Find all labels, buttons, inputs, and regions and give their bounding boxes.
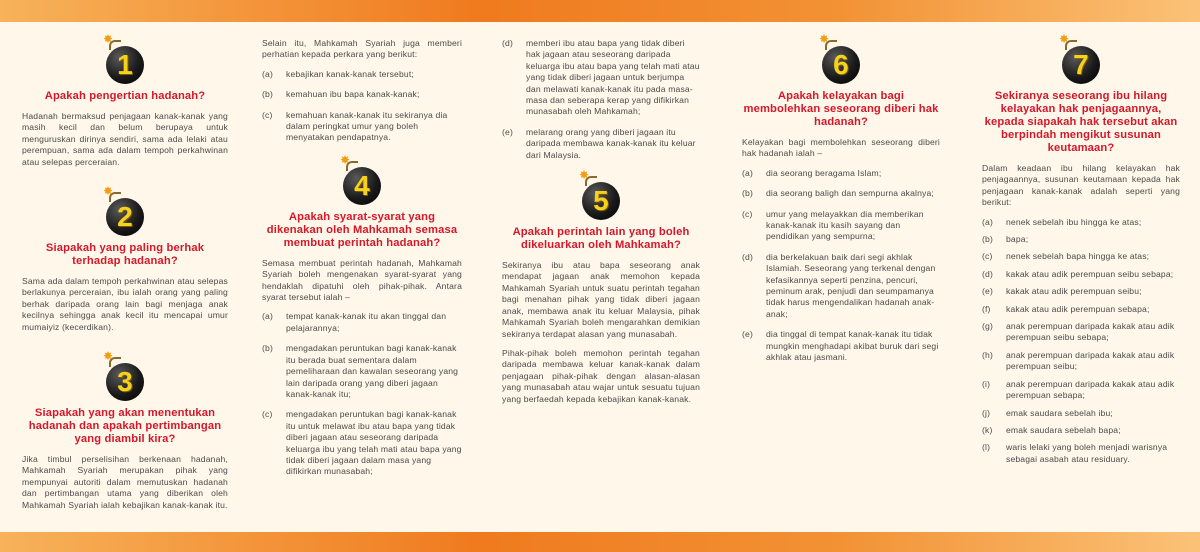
list-item: (e) kakak atau adik perempuan seibu; — [982, 286, 1142, 297]
bomb-icon: ✸ 5 — [579, 174, 623, 222]
section-intro: Selain itu, Mahkamah Syariah juga memberi perhatian kepada perkara yang berikut: — [262, 38, 462, 60]
column-2 — [262, 38, 462, 487]
question-heading: Apakah syarat-syarat yang dikenakan oleh Mahkamah semasa membuat perintah hadanah? — [266, 210, 458, 249]
section-number: 4 — [354, 170, 370, 202]
list-item: (e) melarang orang yang diberi jagaan itu daripada membawa kanak-kanak itu keluar dari Malaysia. — [502, 126, 696, 160]
bomb-icon: ✸ 3 — [103, 355, 147, 403]
section-body: Sekiranya ibu atau bapa seseorang anak mendapat jagaan anak memohon kepada Mahkamah Syariah untuk suatu perintah tegahan bagi menahan pihak yang tidak diberi jagaan anak, membawa anak itu keluar Malaysia, pihak Mahkamah Syariah boleh mengarahkan demikian sekiranya terdapat alasan yang munasabah. — [502, 260, 700, 339]
list-item: (f) kakak atau adik perempuan sebapa; — [982, 303, 1150, 314]
section-intro: Dalam keadaan ibu hilang kelayakan hak penjagaannya, susunan keutamaan kepada hak penjagaan kanak-kanak adalah seperti yang berikut: — [982, 163, 1180, 208]
bottom-orange-band — [0, 532, 1200, 552]
question-heading: Sekiranya seseorang ibu hilang kelayakan hak penjagaannya, kepada siapakah hak tersebut akan berpindah mengikut susunan keutamaan? — [984, 90, 1178, 154]
list-item: (c) kemahuan kanak-kanak itu sekiranya dia dalam peringkat umur yang boleh menyatakan pendapatnya. — [262, 109, 448, 143]
list-item: (b) mengadakan peruntukan bagi kanak-kanak itu berada buat sementara dalam pemeliharaan dan kawalan seseorang yang lain daripada orang yang diberi jagaan kanak-kanak itu; — [262, 343, 459, 399]
section-number: 1 — [117, 49, 133, 81]
list-item: (g) anak perempuan daripada kakak atau adik perempuan seibu sebapa; — [982, 321, 1175, 343]
list-item: (c) nenek sebelah bapa hingga ke atas; — [982, 251, 1150, 262]
section-body: Pihak-pihak boleh memohon perintah tegahan daripada membawa keluar kanak-kanak dalam penjagaan pihak-pihak dengan alasan-alasan yang munasabah atau wajar untuk sesuatu tujuan yang berfaedah kepada kebajikan kanak-kanak. — [502, 347, 700, 404]
section-number: 7 — [1073, 49, 1089, 81]
list-item: (j) emak saudara sebelah ibu; — [982, 407, 1113, 418]
bomb-icon: ✸ 1 — [103, 38, 147, 86]
bomb-icon: ✸ 7 — [1059, 38, 1103, 86]
list-item: (b) kemahuan ibu bapa kanak-kanak; — [262, 89, 420, 100]
section-intro: Kelayakan bagi membolehkan seseorang diberi hak hadanah ialah – — [742, 137, 940, 159]
top-orange-band — [0, 0, 1200, 22]
section-number: 2 — [117, 201, 133, 233]
section-number: 5 — [593, 185, 609, 217]
list-item: (d) dia berkelakuan baik dari segi akhlak Islamiah. Seseorang yang terkenal dengan kefasikannya seperti penzina, pencuri, peminum arak, penjudi dan seumpamanya tidak harus mengendalikan hadanah anak-anak; — [742, 251, 936, 319]
list-item: (b) bapa; — [982, 234, 1029, 245]
column-1 — [22, 32, 228, 519]
question-heading: Apakah perintah lain yang boleh dikeluarkan oleh Mahkamah? — [512, 226, 690, 252]
list-item: (a) tempat kanak-kanak itu akan tinggal dan pelajarannya; — [262, 311, 447, 333]
section-body: Sama ada dalam tempoh perkahwinan atau selepas berlakunya perceraian, ibu ialah orang yang paling berhak daripada orang lain bagi menjaga anak kecilnya sehingga anak kecil itu mencapai umur mumaiyiz (kecerdikan). — [22, 276, 228, 332]
bomb-icon: ✸ 6 — [819, 38, 863, 86]
list-item: (d) kakak atau adik perempuan seibu sebapa; — [982, 268, 1174, 279]
column-4 — [742, 32, 940, 373]
list-item: (c) umur yang melayakkan dia memberikan kanak-kanak itu kasih sayang dan pendidikan yang sempurna; — [742, 208, 924, 242]
list-item: (b) dia seorang baligh dan sempurna akalnya; — [742, 188, 934, 199]
question-heading: Siapakah yang akan menentukan hadanah dan apakah pertimbangan yang diambil kira? — [28, 407, 222, 446]
list-item: (a) nenek sebelah ibu hingga ke atas; — [982, 216, 1142, 227]
list-item: (a) dia seorang beragama Islam; — [742, 167, 882, 178]
question-heading: Siapakah yang paling berhak terhadap hadanah? — [45, 242, 205, 268]
question-heading: Apakah kelayakan bagi membolehkan seseorang diberi hak hadanah? — [743, 90, 939, 128]
bomb-icon: ✸ 2 — [103, 190, 147, 238]
bomb-icon: ✸ 4 — [340, 159, 384, 207]
list-item: (c) mengadakan peruntukan bagi kanak-kanak itu untuk melawat ibu atau bapa yang tidak diberi jagaan atau seseorang daripada keluarga ibu yang telah mati atau bapa yang tidak diberi jagaan dalam masa yang difikirkan munasabah; — [262, 409, 462, 477]
list-item: (h) anak perempuan daripada kakak atau adik perempuan seibu; — [982, 349, 1175, 372]
list-item: (d) memberi ibu atau bapa yang tidak diberi hak jagaan atau seseorang daripada keluarga ibu atau bapa yang telah mati atau yang tidak diberi jagaan untuk berjumpa dan melawati kanak-kanak itu pada masa-masa dan seberapa kerap yang difikirkan munasabah oleh Mahkamah; — [502, 38, 700, 117]
section-intro: Semasa membuat perintah hadanah, Mahkamah Syariah boleh mengenakan syarat-syarat yang hendaklah dipatuhi oleh pihak-pihak. Antara syarat tersebut ialah – — [262, 257, 462, 303]
list-item: (e) dia tinggal di tempat kanak-kanak itu tidak mungkin menghadapi akibat buruk dari segi akhlak atau jasmani. — [742, 329, 939, 363]
list-item: (a) kebajikan kanak-kanak tersebut; — [262, 68, 414, 79]
column-5 — [982, 32, 1180, 471]
section-body: Hadanah bermaksud penjagaan kanak-kanak yang masih kecil dan belum berupaya untuk menguruskan dirinya sendiri, sama ada lelaki atau perempuan, sama ada dalam tempoh perkahwinan atau selepas perceraian. — [22, 111, 228, 167]
list-item: (i) anak perempuan daripada kakak atau adik perempuan sebapa; — [982, 378, 1175, 401]
list-item: (k) emak saudara sebelah bapa; — [982, 424, 1121, 435]
question-heading: Apakah pengertian hadanah? — [44, 90, 206, 102]
list-item: (l) waris lelaki yang boleh menjadi warisnya sebagai asabah atau residuary. — [982, 442, 1168, 464]
section-body: Jika timbul perselisihan berkenaan hadanah, Mahkamah Syariah merupakan pihak yang mempunyai autoriti dalam memutuskan hadanah dan pertimbangan utama yang diberikan oleh Mahkamah Syariah ialah kebajikan kanak-kanak itu. — [22, 454, 228, 510]
column-3 — [502, 38, 700, 413]
section-number: 3 — [117, 366, 133, 398]
section-number: 6 — [833, 49, 849, 81]
